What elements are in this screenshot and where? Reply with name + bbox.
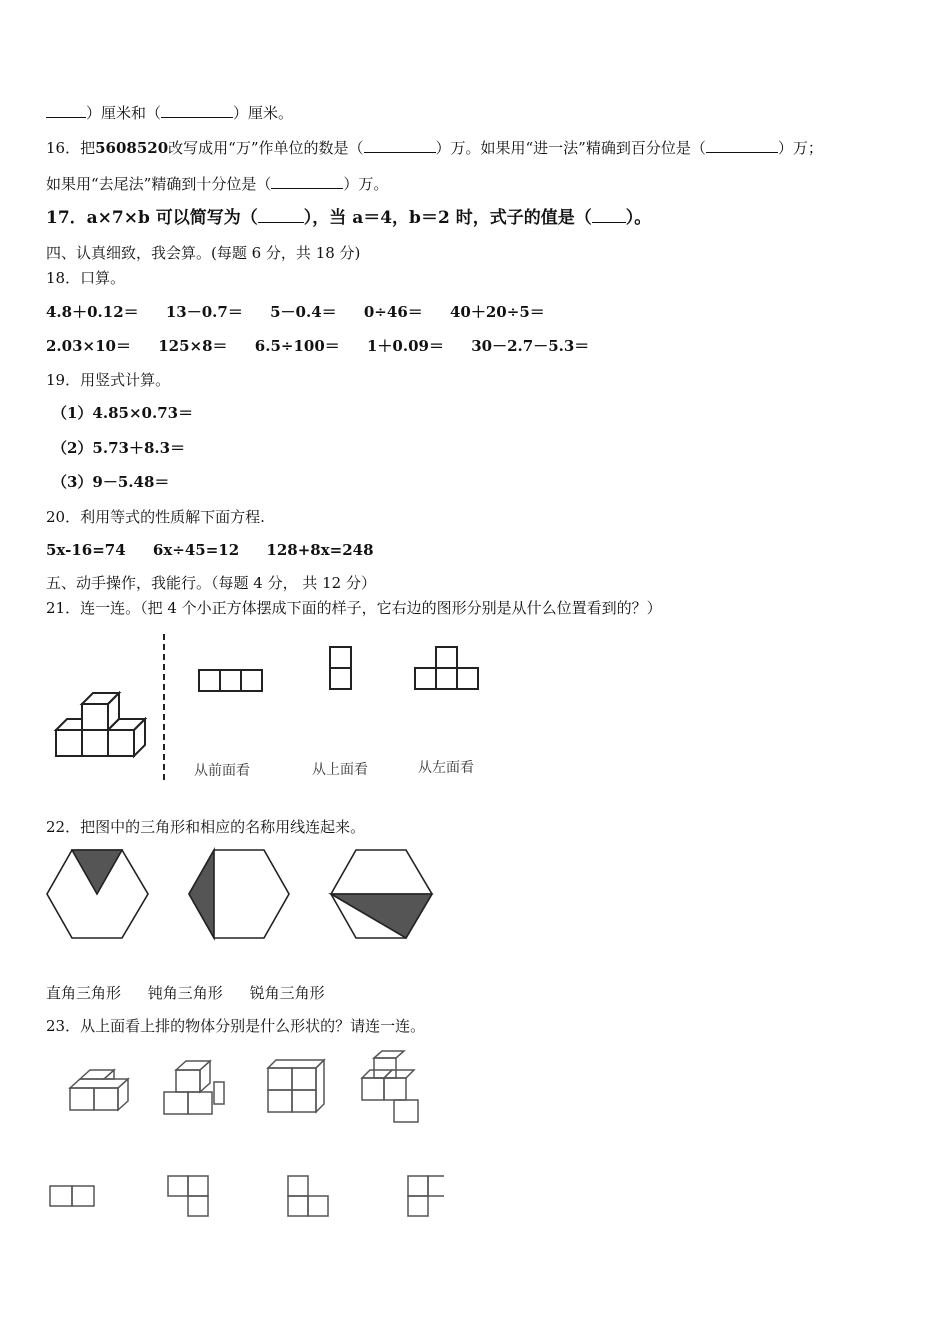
q22-title: 22．把图中的三角形和相应的名称用线连起来。 xyxy=(46,818,366,836)
view-label-front: 从前面看 xyxy=(194,763,250,779)
q23-objects-figure xyxy=(44,1048,444,1223)
section5-title: 五、动手操作，我能行。（每题 4 分， 共 12 分） xyxy=(46,574,376,592)
answer-blank[interactable] xyxy=(161,102,233,118)
q20-title: 20．利用等式的性质解下面方程. xyxy=(46,508,265,526)
answer-blank[interactable] xyxy=(706,137,778,153)
q23-title: 23．从上面看上排的物体分别是什么形状的？请连一连。 xyxy=(46,1017,426,1035)
q15-tail: ）厘米和（ ）厘米。 xyxy=(46,102,293,123)
answer-blank[interactable] xyxy=(271,173,343,189)
answer-blank[interactable] xyxy=(46,102,86,118)
q19-item-1: （1）4.85×0.73＝ xyxy=(52,404,194,422)
view-label-top: 从上面看 xyxy=(312,762,368,778)
q20-equations: 5x-16=74 6x÷45=12 128+8x=248 xyxy=(46,541,374,559)
q16-line1: 16．把5608520改写成用“万”作单位的数是（ ）万。如果用“进一法”精确到百分位是（ ）万； xyxy=(46,139,823,157)
view-label-left: 从左面看 xyxy=(418,760,474,776)
q16-number: 5608520 xyxy=(95,139,169,157)
q17: 17．a×7×b 可以简写为（ ），当 a＝4，b＝2 时，式子的值是（ ）。 xyxy=(46,208,652,228)
q18-title: 18．口算。 xyxy=(46,269,126,287)
name-obtuse-triangle[interactable]: 钝角三角形 xyxy=(147,984,223,1002)
answer-blank[interactable] xyxy=(592,207,626,223)
q22-names xyxy=(46,983,325,1003)
q19-item-2: （2）5.73＋8.3＝ xyxy=(52,439,186,457)
q22-hexagons-figure xyxy=(44,846,444,946)
answer-blank[interactable] xyxy=(364,137,436,153)
q16-line2: 如果用“去尾法”精确到十分位是（ ）万。 xyxy=(46,175,389,193)
name-right-triangle[interactable]: 直角三角形 xyxy=(46,984,122,1002)
name-acute-triangle[interactable]: 锐角三角形 xyxy=(249,984,325,1002)
answer-blank[interactable] xyxy=(258,207,304,223)
section4-title: 四、认真细致，我会算。(每题 6 分，共 18 分) xyxy=(46,244,361,262)
q18-row2: 2.03×10＝ 125×8＝ 6.5÷100＝ 1＋0.09＝ 30－2.7－5.3＝ xyxy=(46,337,590,355)
q21-title: 21．连一连。（把 4 个小正方体摆成下面的样子，它右边的图形分别是从什么位置看到的？） xyxy=(46,599,662,617)
q18-row1: 4.8＋0.12＝ 13－0.7＝ 5－0.4＝ 0÷46＝ 40＋20÷5＝ xyxy=(46,303,545,321)
q19-item-3: （3）9－5.48＝ xyxy=(52,473,170,491)
q19-title: 19．用竖式计算。 xyxy=(46,371,171,389)
